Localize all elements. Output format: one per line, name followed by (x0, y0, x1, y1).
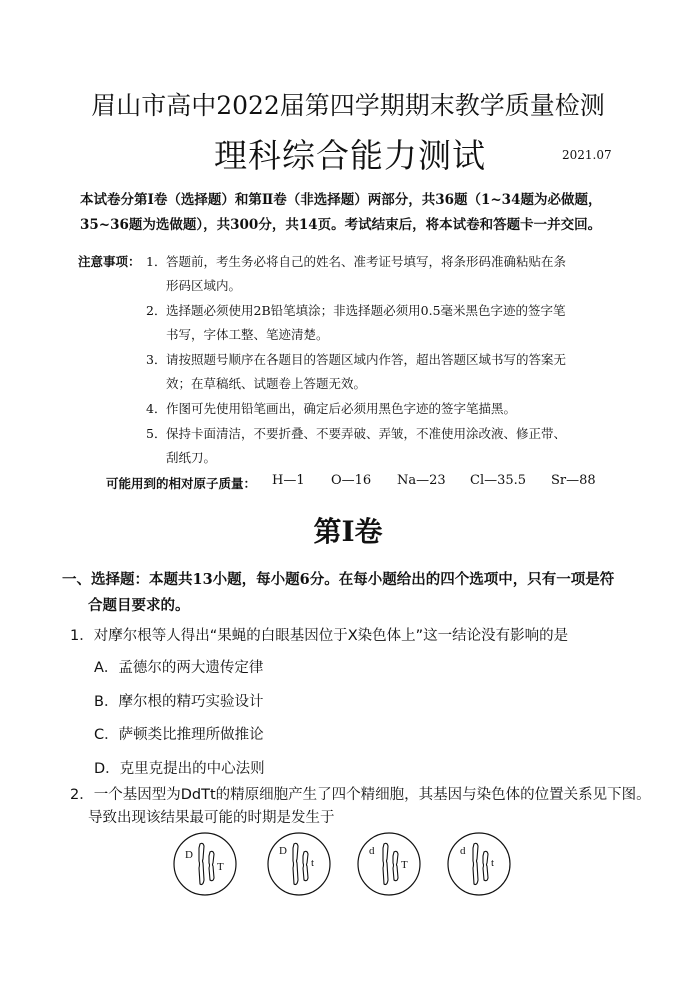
notes-label: 注意事项： (78, 254, 141, 269)
note-5-line1: 保持卡面清洁，不要折叠、不要弄破、弄皱，不准使用涂改液、修正带、 (166, 426, 567, 441)
atomic-mass-na: Na—23 (397, 473, 446, 488)
note-1-num: 1． (146, 254, 167, 269)
question-2-stem-line2: 导致出现该结果最可能的时期是发生于 (88, 810, 335, 826)
cell-3-gene-lower: T (401, 859, 408, 871)
note-2-line2: 书写，字体工整、笔迹清楚。 (166, 327, 329, 342)
cell-membrane (358, 833, 420, 895)
question-2-stem-line1: 2．一个基因型为DdTt的精原细胞产生了四个精细胞，其基因与染色体的位置关系见下图。 (70, 787, 651, 803)
sperm-cell-4 (448, 833, 510, 895)
chromosome-long (473, 843, 478, 884)
note-5-num: 5． (146, 426, 167, 441)
question-1-option-b: B．摩尔根的精巧实验设计 (94, 694, 264, 710)
note-2-num: 2． (146, 303, 167, 318)
atomic-mass-cl: Cl—35.5 (470, 473, 527, 488)
question-1-option-d: D．克里克提出的中心法则 (94, 761, 265, 777)
sperm-cell-figure (170, 828, 520, 904)
sperm-cell-2 (268, 833, 330, 895)
chromosome-short (393, 851, 398, 880)
cell-membrane (268, 833, 330, 895)
cell-2-gene-upper: D (279, 845, 287, 857)
note-3-line2: 效；在草稿纸、试题卷上答题无效。 (166, 376, 367, 391)
section-instruction-line1: 一、选择题：本题共13小题，每小题6分。在每小题给出的四个选项中，只有一项是符 (62, 571, 615, 588)
section-title: 第Ⅰ卷 (313, 515, 383, 548)
note-2-line1: 选择题必须使用2B铅笔填涂；非选择题必须用0.5毫米黑色字迹的签字笔 (166, 303, 566, 318)
atomic-mass-sr: Sr—88 (551, 473, 596, 488)
exam-date: 2021.07 (562, 148, 612, 162)
exam-title-line1: 眉山市高中2022届第四学期期末教学质量检测 (91, 91, 605, 120)
chromosome-short (303, 851, 308, 880)
cell-4-gene-lower: t (491, 857, 495, 869)
note-4-line1: 作图可先使用铅笔画出，确定后必须用黑色字迹的签字笔描黑。 (166, 401, 517, 416)
question-1-option-a: A．孟德尔的两大遗传定律 (94, 660, 264, 676)
atomic-mass-h: H—1 (272, 473, 305, 488)
intro-line1: 本试卷分第Ⅰ卷（选择题）和第Ⅱ卷（非选择题）两部分，共36题（1~34题为必做题， (80, 192, 602, 208)
cell-membrane (448, 833, 510, 895)
note-1-line1: 答题前，考生务必将自己的姓名、准考证号填写，将条形码准确粘贴在条 (166, 254, 567, 269)
exam-title-line2: 理科综合能力测试 (214, 136, 486, 175)
question-1-option-c: C．萨顿类比推理所做推论 (94, 727, 264, 743)
cell-1-gene-upper: D (185, 849, 193, 861)
note-5-line2: 刮纸刀。 (166, 450, 217, 465)
chromosome-short (483, 851, 488, 880)
note-3-num: 3． (146, 352, 167, 367)
sperm-cell-1 (174, 833, 236, 895)
cell-4-gene-upper: d (460, 845, 466, 857)
chromosome-long (199, 843, 204, 884)
question-1-stem: 1．对摩尔根等人得出“果蝇的白眼基因位于X染色体上”这一结论没有影响的是 (70, 628, 569, 644)
note-3-line1: 请按照题号顺序在各题目的答题区域内作答，超出答题区域书写的答案无 (166, 352, 567, 367)
intro-line2: 35~36题为选做题），共300分，共14页。考试结束后，将本试卷和答题卡一并交回。 (80, 217, 602, 233)
chromosome-long (383, 843, 388, 884)
cell-membrane (174, 833, 236, 895)
note-1-line2: 形码区域内。 (166, 278, 242, 293)
atomic-mass-o: O—16 (331, 473, 372, 488)
cell-1-gene-lower: T (217, 861, 224, 873)
chromosome-short (209, 851, 214, 880)
section-instruction-line2: 合题目要求的。 (88, 597, 190, 614)
cell-2-gene-lower: t (311, 857, 315, 869)
chromosome-long (293, 843, 298, 884)
note-4-num: 4． (146, 401, 167, 416)
atomic-mass-label: 可能用到的相对原子质量： (106, 476, 257, 491)
cell-3-gene-upper: d (369, 845, 375, 857)
sperm-cell-3 (358, 833, 420, 895)
